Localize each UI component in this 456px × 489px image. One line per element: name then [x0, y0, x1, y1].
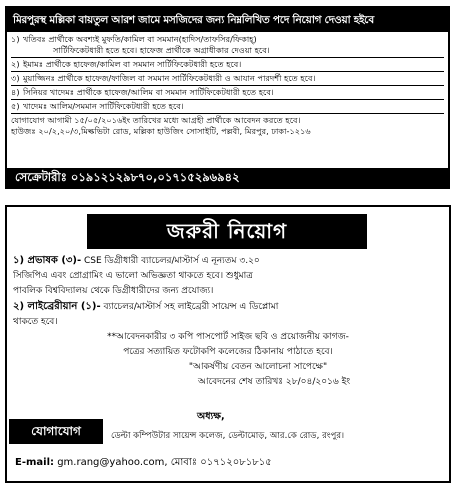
college-address: ডেল্টা কম্পিউটার সায়েন্স কলেজ, ডেল্টামোড়, আর.কে রোড, রংপুর।: [111, 431, 345, 441]
post-requirement: CSE ডিগ্রীধারী ব্যাচেলর/মাস্টার্স এ নূন্যতম ৩.২০: [84, 256, 260, 266]
email-label: E-mail:: [15, 457, 55, 468]
divider: [11, 99, 444, 100]
item-number: ১): [11, 34, 20, 44]
secretary-contact: সেক্রেটারীঃ ০১৯১২১২৯৮৭০,০১৭১৫২৯৬৯৪২: [7, 168, 448, 187]
mosque-ad-body: [7, 32, 448, 137]
post-librarian: [13, 299, 443, 315]
college-job-ad: [5, 205, 451, 483]
divider: [11, 85, 444, 86]
contact-tag: যোগাযোগ: [9, 419, 103, 444]
item-number: ৩): [11, 73, 20, 83]
item-text: খাদেমঃ আলিম/সমমান সার্টিফিকেটধারী হতে হবে।: [23, 101, 184, 111]
item-text: মুয়াজ্জিনঃ প্রার্থীকে হাফেজ/ফাজিল বা সমমান সার্টিফিকেটধারী ও আযান পারদর্শী হতে হবে।: [23, 73, 316, 83]
divider: [11, 113, 444, 114]
mosque-address: হাউজঃ ২০/২,২০/৩,মিল্কভিটা রোড, মল্লিকা হাউজিং সোসাইটি, পল্লবী, মিরপুর, ঢাকা-১২১৬: [11, 126, 311, 136]
item-number: ৪): [11, 87, 20, 97]
mosque-job-ad: [5, 6, 450, 189]
mosque-ad-title: মিরপুরস্থ মল্লিকা বায়তুল আরশ জামে মসজিদের জন্য নিম্নলিখিত পদে নিয়োগ দেওয়া হইবে: [7, 8, 448, 32]
application-instruction: যোগাযোগ আগামী ১৫/০৫/২০১৬ইং তারিখের মধ্যে আগ্রহী প্রার্থীকে আবেদন করতে হবে।: [11, 115, 301, 125]
post-lecturer: [13, 253, 443, 269]
list-item: [11, 87, 444, 98]
urgent-recruitment-title: জরুরী নিয়োগ: [87, 214, 367, 249]
application-note: পত্রের সত্যায়িত ফটোকপি কলেজের ঠিকানায় পাঠাতে হবে।: [123, 347, 333, 357]
signatory: অধ্যক্ষ,: [197, 411, 225, 422]
deadline: আবেদনের শেষ তারিখঃ ২৮/০৪/২০১৬ ইং: [198, 377, 351, 387]
salary-note: "আকর্ষণীয় বেতন আলোচনা সাপেক্ষে": [188, 362, 328, 372]
item-number: ৫): [11, 101, 20, 111]
email-mobile-line: [15, 455, 272, 472]
divider: [11, 57, 444, 58]
mobile-number: মোবাঃ ০১৭১২০৮১৮১৫: [170, 457, 272, 468]
college-ad-body: [13, 253, 443, 389]
item-number: ২): [11, 59, 20, 69]
list-item: [11, 59, 444, 70]
item-text: সিনিয়র খাদেমঃ প্রার্থীকে হাফেজ/আলিম বা সমমান সার্টিফিকেটধারী হতে হবে।: [23, 87, 274, 97]
divider: [11, 71, 444, 72]
contact-block: [7, 409, 449, 481]
email-address[interactable]: gm.rang@yahoo.com,: [57, 457, 168, 468]
item-text: ইমামঃ প্রার্থীকে হাফেজ/কামিল বা সমমান সার্টিফিকেটধারী হতে হবে।: [23, 59, 242, 69]
item-text: সার্টিফিকেটধারী হতে হবে। হাফেজ প্রার্থীকে অগ্রাধীকার দেওয়া হবে।: [53, 45, 270, 55]
post-requirement: থাকতে হবে।: [13, 317, 58, 327]
application-note: **আবেদনকারীর ৩ কপি পাসপোর্ট সাইজ ছবি ও প্রয়োজনীয় কাগজ-: [107, 332, 349, 342]
list-item: [11, 73, 444, 84]
list-item: [11, 34, 444, 56]
post-requirement: ব্যাচেলর/মাস্টার্স সহ লাইব্রেরী সায়েন্স এ ডিপ্লোমা: [103, 302, 279, 312]
post-label: ২) লাইব্রেরীয়ান (১)-: [13, 301, 101, 312]
list-item: [11, 101, 444, 112]
post-requirement: পাবলিক বিশ্ববিদ্যালয় থেকে ডিগ্রীধারীদের জন্য প্রযোজ্য।: [13, 286, 214, 296]
post-label: ১) প্রভাষক (৩)-: [13, 255, 82, 266]
post-requirement: সিজিপিএ এবং প্রোগ্রামিং এ ভালো অভিজ্ঞতা থাকতে হবে। শুধুমাত্র: [13, 271, 253, 281]
item-text: খতিবঃ প্রার্থীকে অবশ্যই মুফতি/কামিল বা সমমান(হাদিস/তাফসির/ফিকাহ্): [23, 34, 257, 44]
